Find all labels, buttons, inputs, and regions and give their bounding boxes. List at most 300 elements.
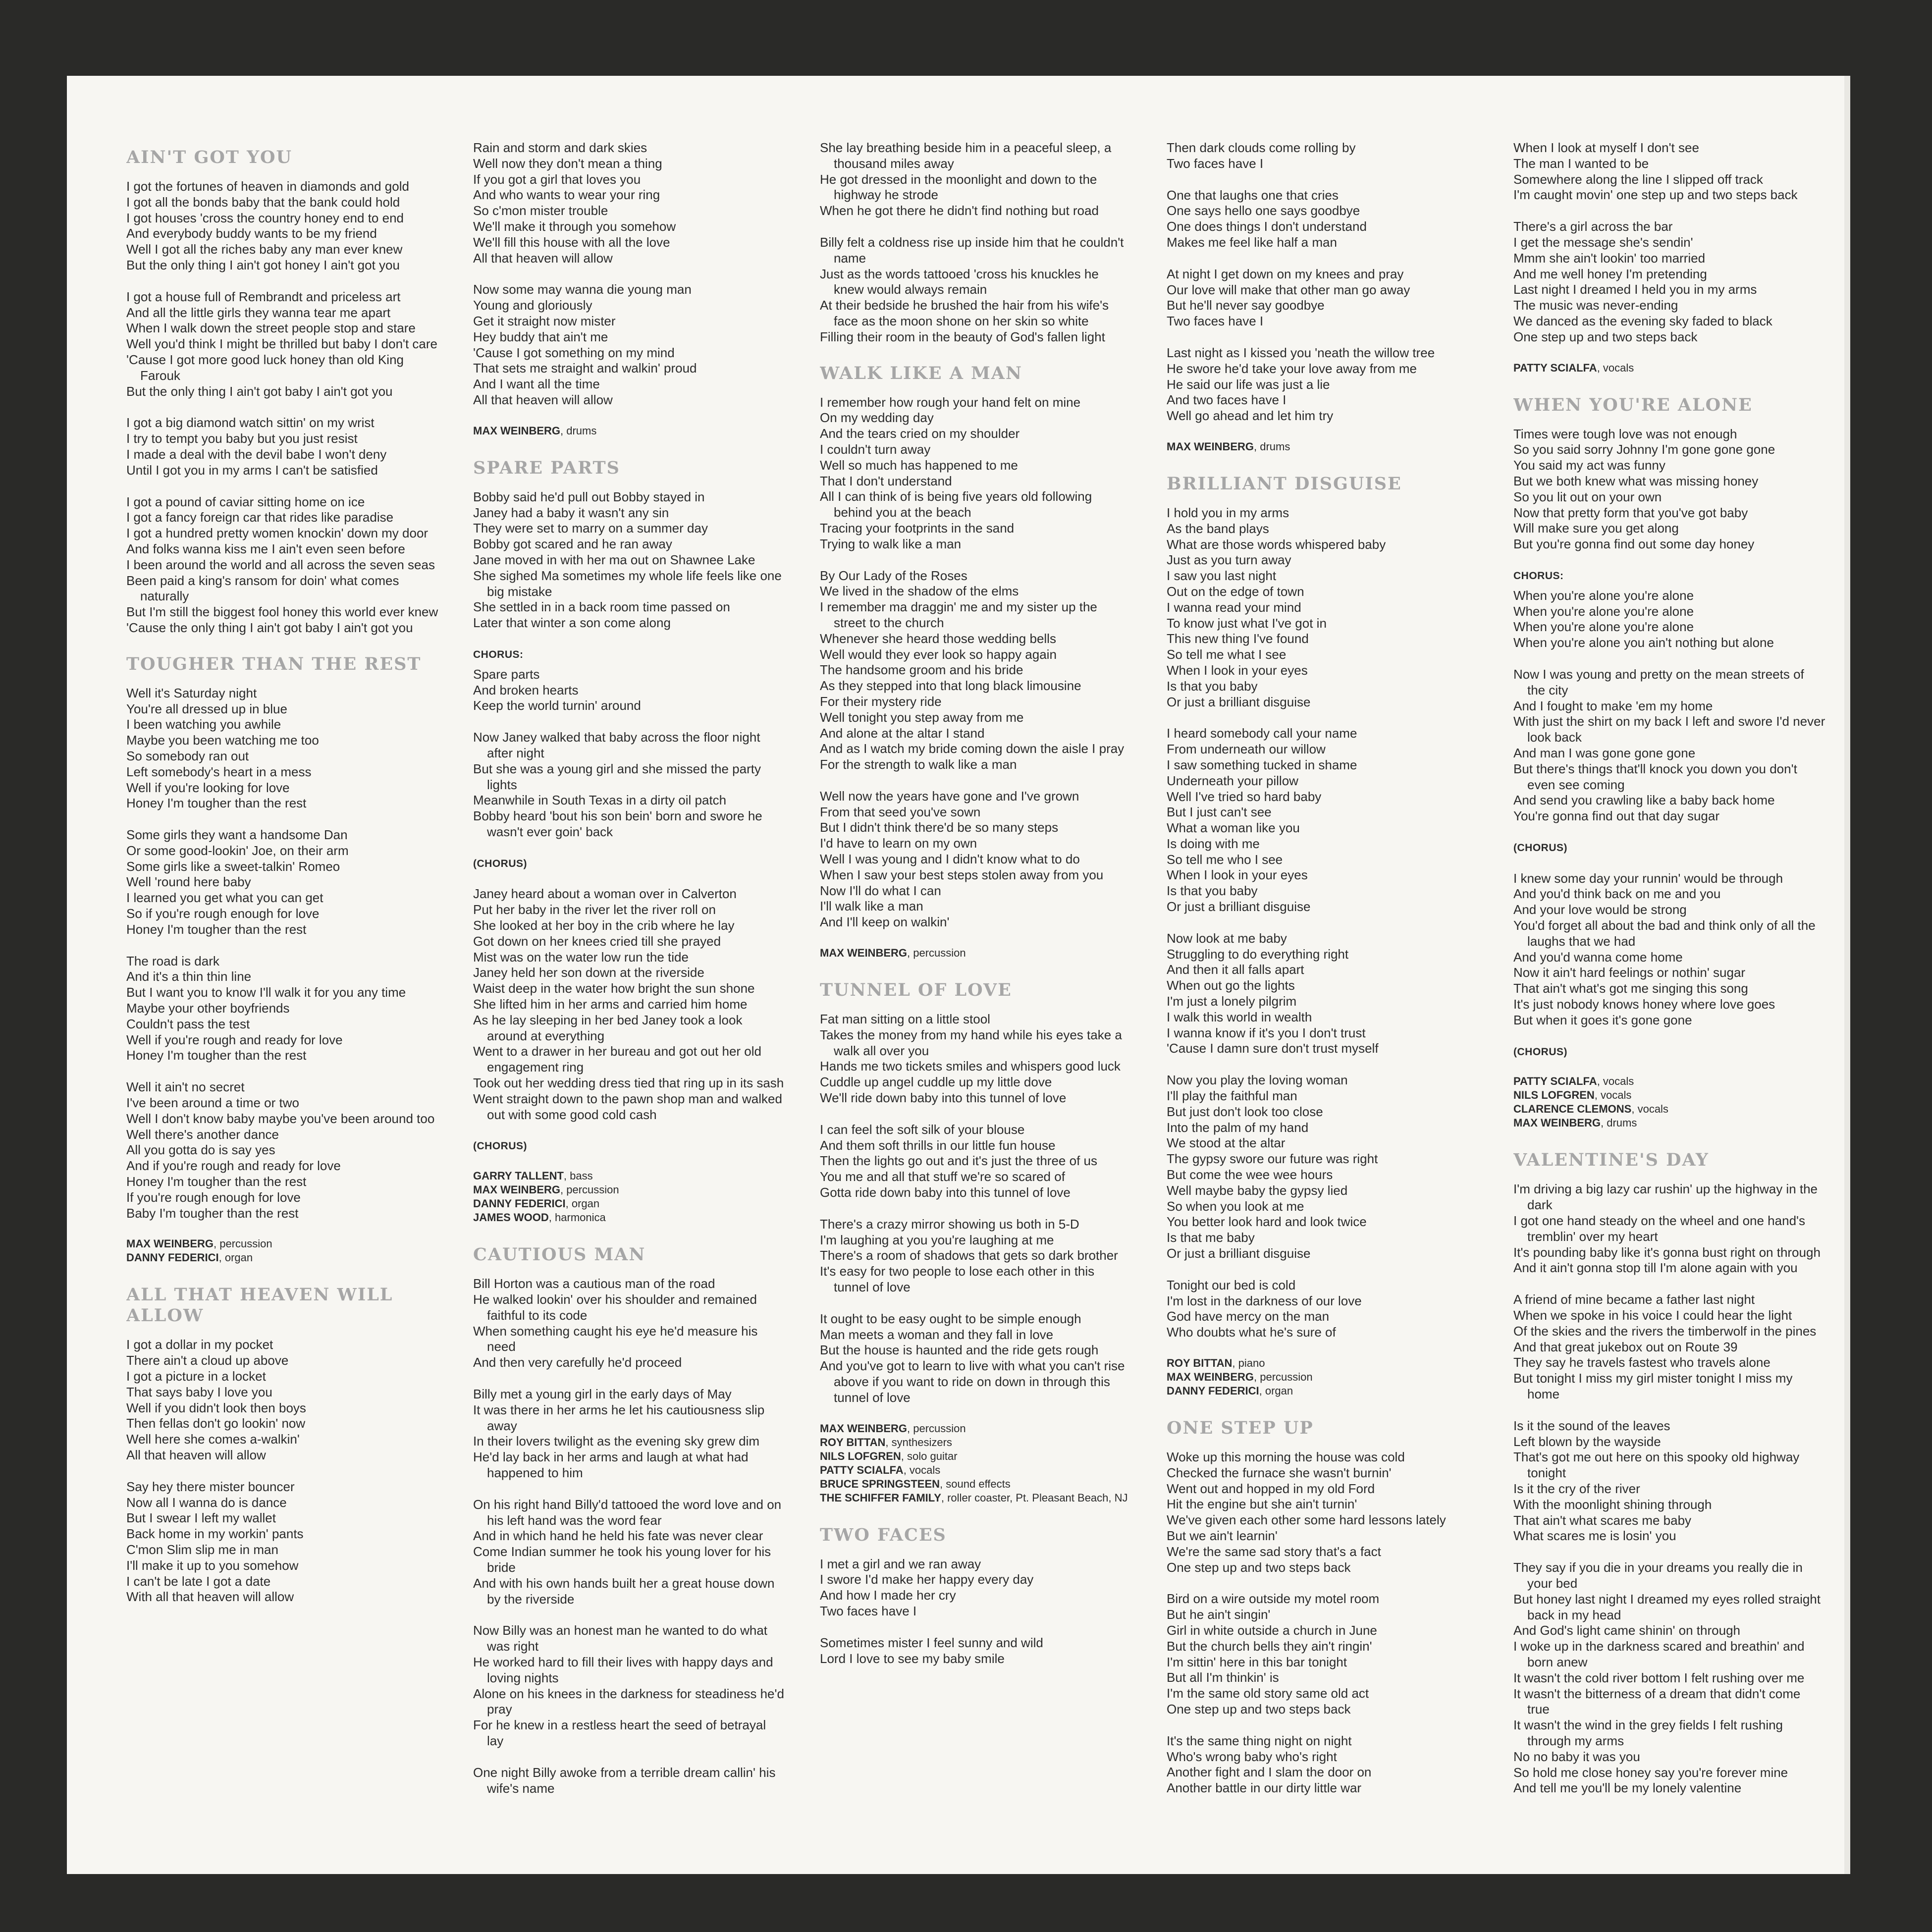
chorus-reference: (CHORUS) <box>1513 1046 1567 1058</box>
lyric-line: I got a picture in a locket <box>126 1369 266 1384</box>
lyric-line: Or some good-lookin' Joe, on their arm <box>126 843 349 858</box>
lyric-line: And them soft thrills in our little fun house <box>820 1137 1056 1153</box>
lyric-line: Well I was young and I didn't know what to do <box>820 852 1080 867</box>
lyric-column <box>473 140 785 1864</box>
lyric-line: I'll play the faithful man <box>1167 1088 1297 1104</box>
lyric-line: You're all dressed up in blue <box>126 701 287 716</box>
credit-row <box>473 1211 785 1225</box>
credit-role: drums <box>1607 1117 1637 1129</box>
lyric-line: You'd forget all about the bad and think only of all the laughs that we had <box>1513 918 1816 949</box>
credits-block <box>1513 1074 1825 1130</box>
lyric-line: I got a pound of caviar sitting home on ice <box>126 494 365 509</box>
lyric-line: 'Cause I got something on my mind <box>473 345 675 360</box>
lyric-line: Went out and hopped in my old Ford <box>1167 1481 1375 1496</box>
lyric-line: It's pounding baby like it's gonna bust right on through <box>1513 1244 1821 1260</box>
lyric-line: That sets me straight and walkin' proud <box>473 361 697 376</box>
lyric-line: I can't be late I got a date <box>126 1573 271 1589</box>
lyric-line: Maybe your other boyfriends <box>126 1001 290 1016</box>
lyric-line: Later that winter a son come along <box>473 615 671 631</box>
credit-role: roller coaster, Pt. Pleasant Beach, NJ <box>947 1491 1128 1504</box>
lyric-line: Woke up this morning the house was cold <box>1167 1449 1405 1464</box>
credit-separator: , <box>548 1211 555 1224</box>
lyric-line: He got dressed in the moonlight and down to the highway he strode <box>820 171 1097 203</box>
lyric-line: There's a crazy mirror showing us both in 5-D <box>820 1216 1079 1232</box>
credits-block <box>1167 440 1479 454</box>
stanza <box>1513 871 1825 1028</box>
lyric-line: And that great jukebox out on Route 39 <box>1513 1339 1738 1354</box>
lyric-line: She lifted him in her arms and carried him home <box>473 997 748 1012</box>
credits-block <box>820 946 1132 960</box>
credit-row <box>820 1477 1132 1491</box>
lyric-line: Times were tough love was not enough <box>1513 426 1737 441</box>
lyric-line: And man I was gone gone gone <box>1513 745 1696 760</box>
lyric-line: I walk this world in wealth <box>1167 1009 1312 1024</box>
credit-separator: , <box>560 1183 567 1196</box>
credit-name: GARRY TALLENT <box>473 1170 564 1182</box>
lyric-line: And you'd think back on me and you <box>1513 886 1721 902</box>
lyric-line: On my wedding day <box>820 410 934 426</box>
stanza <box>820 1556 1132 1619</box>
lyric-line: That I don't understand <box>820 473 952 488</box>
lyric-line: And all the little girls they wanna tear me apart <box>126 305 391 320</box>
lyric-line: And as I watch my bride coming down the aisle I pray <box>820 741 1125 756</box>
credit-name: DANNY FEDERICI <box>1167 1385 1259 1397</box>
lyric-line: Out on the edge of town <box>1167 584 1304 599</box>
lyric-columns <box>126 140 1840 1864</box>
lyric-line: Now look at me baby <box>1167 930 1287 946</box>
lyric-line: Well if you're looking for love <box>126 780 290 795</box>
stanza <box>473 1497 785 1608</box>
lyric-line: And it's a thin thin line <box>126 969 252 984</box>
credit-role: harmonica <box>555 1211 606 1224</box>
lyric-line: I got the fortunes of heaven in diamonds and gold <box>126 179 409 194</box>
credit-role: organ <box>571 1197 600 1210</box>
credit-separator: , <box>1601 1117 1607 1129</box>
lyric-line: And if you're rough and ready for love <box>126 1158 341 1174</box>
lyric-line: Well I've tried so hard baby <box>1167 789 1322 804</box>
stanza <box>1167 1591 1479 1717</box>
lyric-line: It wasn't the cold river bottom I felt rushing over me <box>1513 1670 1805 1685</box>
credit-role: vocals <box>909 1463 941 1476</box>
lyric-line: Last night I dreamed I held you in my arms <box>1513 282 1757 297</box>
stanza <box>126 954 438 1064</box>
lyric-line: And tell me you'll be my lonely valentine <box>1513 1780 1742 1796</box>
song-block <box>820 980 1132 1505</box>
song-block <box>820 363 1132 961</box>
lyric-line: I'm caught movin' one step up and two steps back <box>1513 187 1798 203</box>
lyric-line: She lay breathing beside him in a peaceful sleep, a thousand miles away <box>820 140 1112 171</box>
stanza <box>1513 568 1825 651</box>
lyric-line: Whenever she heard those wedding bells <box>820 631 1056 646</box>
lyric-line: When you're alone you're alone <box>1513 603 1694 619</box>
credit-row <box>473 424 785 438</box>
lyric-line: You said my act was funny <box>1513 458 1665 473</box>
lyric-line: Come Indian summer he took his young lover for his bride <box>473 1544 771 1575</box>
credit-separator: , <box>903 1463 910 1476</box>
credit-separator: , <box>1631 1103 1638 1116</box>
credit-role: vocals <box>1601 1089 1632 1102</box>
credit-name: NILS LOFGREN <box>1513 1089 1595 1102</box>
credit-separator: , <box>1259 1385 1265 1397</box>
lyric-line: We're the same sad story that's a fact <box>1167 1544 1381 1559</box>
lyric-line: They say he travels fastest who travels alone <box>1513 1355 1771 1370</box>
lyric-line: When he got there he didn't find nothing but road <box>820 203 1099 218</box>
stanza <box>473 1276 785 1371</box>
stanza <box>126 1479 438 1605</box>
lyric-line: Takes the money from my hand while his eyes take a walk all over you <box>820 1027 1122 1058</box>
lyric-line: Checked the furnace she wasn't burnin' <box>1167 1465 1392 1480</box>
lyric-line: Well now the years have gone and I've grown <box>820 788 1079 804</box>
stanza <box>1167 1073 1479 1262</box>
credit-name: MAX WEINBERG <box>1167 1371 1254 1383</box>
song-title: VALENTINE'S DAY <box>1513 1150 1709 1171</box>
lyric-line: So somebody ran out <box>126 748 249 763</box>
lyric-line: I wanna read your mind <box>1167 599 1301 615</box>
stanza <box>473 282 785 408</box>
lyric-line: It wasn't the wind in the grey fields I felt rushing through my arms <box>1513 1717 1783 1748</box>
chorus-label: CHORUS: <box>473 648 524 660</box>
stanza <box>1513 1418 1825 1544</box>
lyric-line: Janey heard about a woman over in Calverton <box>473 886 737 902</box>
credit-row <box>820 1449 1132 1463</box>
lyric-line: Meanwhile in South Texas in a dirty oil patch <box>473 793 727 808</box>
lyric-line: By Our Lady of the Roses <box>820 568 967 583</box>
lyric-line: Or just a brilliant disguise <box>1167 899 1311 914</box>
lyric-line: She sighed Ma sometimes my whole life feels like one big mistake <box>473 568 782 599</box>
lyric-line: There's a girl across the bar <box>1513 219 1673 234</box>
song-title: TUNNEL OF LOVE <box>820 980 1012 1001</box>
lyric-line: But he ain't singin' <box>1167 1607 1271 1622</box>
lyric-line: Got down on her knees cried till she prayed <box>473 933 721 949</box>
lyric-line: But I swear I left my wallet <box>126 1510 276 1526</box>
lyric-line: In their lovers twilight as the evening sky grew dim <box>473 1434 760 1449</box>
song-title: TOUGHER THAN THE REST <box>126 653 422 674</box>
lyric-line: Somewhere along the line I slipped off track <box>1513 171 1763 187</box>
lyric-line: Maybe you been watching me too <box>126 733 319 748</box>
lyric-line: Now you play the loving woman <box>1167 1073 1348 1088</box>
stanza <box>1513 1181 1825 1276</box>
lyric-line: I'd have to learn on my own <box>820 836 977 851</box>
credit-row <box>1513 1116 1825 1130</box>
stanza <box>473 1765 785 1797</box>
lyric-line: When you're alone you ain't nothing but alone <box>1513 635 1774 650</box>
lyric-line: No no baby it was you <box>1513 1749 1640 1764</box>
lyric-line: When I saw your best steps stolen away from you <box>820 867 1104 882</box>
lyric-line: Honey I'm tougher than the rest <box>126 1048 307 1063</box>
lyric-line: Well it's Saturday night <box>126 685 257 700</box>
lyric-line: 'Cause I got more good luck honey than old King Farouk <box>126 352 404 383</box>
lyric-line: What a woman like you <box>1167 820 1300 836</box>
stanza <box>473 140 785 266</box>
credit-row <box>1167 1370 1479 1384</box>
lyric-line: I got one hand steady on the wheel and one hand's tremblin' over my heart <box>1513 1213 1805 1244</box>
lyric-column <box>126 140 438 1864</box>
lyric-line: Just as the words tattooed 'cross his knuckles he knew would always remain <box>820 266 1099 297</box>
lyric-line: One step up and two steps back <box>1167 1701 1351 1717</box>
lyric-line: All that heaven will allow <box>473 392 613 407</box>
lyric-line: But I'm still the biggest fool honey this world ever knew <box>126 604 438 620</box>
lyric-line: Hey buddy that ain't me <box>473 329 608 344</box>
credit-row <box>473 1197 785 1211</box>
lyric-line: But you're gonna find out some day honey <box>1513 537 1755 552</box>
lyric-line: And God's light came shinin' on through <box>1513 1623 1740 1638</box>
lyric-line: We'll ride down baby into this tunnel of love <box>820 1090 1067 1106</box>
lyric-line: He walked lookin' over his shoulder and remained faithful to its code <box>473 1292 757 1323</box>
credit-name: THE SCHIFFER FAMILY <box>820 1491 941 1504</box>
lyric-line: Well if you didn't look then boys <box>126 1400 306 1415</box>
lyric-line: Some girls like a sweet-talkin' Romeo <box>126 859 340 874</box>
lyric-line: All you gotta do is say yes <box>126 1142 275 1158</box>
lyric-line: A friend of mine became a father last night <box>1513 1292 1755 1307</box>
credit-row <box>473 1183 785 1197</box>
lyric-line: Tracing your footprints in the sand <box>820 520 1015 536</box>
lyric-line: Hit the engine but she ain't turnin' <box>1167 1497 1357 1512</box>
credit-row <box>1513 1102 1825 1116</box>
credit-separator: , <box>907 947 913 960</box>
lyric-line: It was there in her arms he let his cautiousness slip away <box>473 1402 765 1433</box>
lyric-line: Now it ain't hard feelings or nothin' sugar <box>1513 965 1746 980</box>
lyric-line: For their mystery ride <box>820 694 942 709</box>
song-title: ONE STEP UP <box>1167 1418 1314 1438</box>
lyric-line: I got a house full of Rembrandt and priceless art <box>126 289 401 304</box>
credit-name: MAX WEINBERG <box>126 1237 214 1250</box>
credit-row <box>126 1237 438 1251</box>
lyric-line: But the only thing I ain't got honey I ain't got you <box>126 257 400 272</box>
chorus-label: CHORUS: <box>1513 570 1564 582</box>
lyric-line: There's a room of shadows that gets so dark brother <box>820 1248 1118 1263</box>
lyric-line: So if you're rough enough for love <box>126 906 320 921</box>
stanza <box>126 827 438 938</box>
lyric-line: She looked at her boy in the crib where he lay <box>473 918 735 933</box>
lyric-line: But I just can't see <box>1167 805 1272 820</box>
lyric-line: If you got a girl that loves you <box>473 171 641 187</box>
lyric-line: And then very carefully he'd proceed <box>473 1355 682 1370</box>
lyric-line: But there's things that'll knock you down you don't even see coming <box>1513 761 1797 792</box>
song-block <box>820 1525 1132 1667</box>
lyric-line: If you're rough enough for love <box>126 1189 301 1205</box>
credit-separator: , <box>1594 1089 1601 1102</box>
chorus-reference: (CHORUS) <box>473 1140 527 1152</box>
lyric-line: I saw something tucked in shame <box>1167 757 1357 772</box>
lyric-line: When I look in your eyes <box>1167 662 1308 678</box>
lyric-line: But he'll never say goodbye <box>1167 298 1325 313</box>
lyric-line: We stood at the altar <box>1167 1135 1286 1151</box>
lyric-line: And in which hand he held his fate was never clear <box>473 1528 763 1544</box>
lyric-line: For he knew in a restless heart the seed of betrayal lay <box>473 1717 766 1748</box>
lyric-line: To know just what I've got in <box>1167 615 1327 631</box>
credit-separator: , <box>1597 361 1603 374</box>
lyric-line: I swore I'd make her happy every day <box>820 1572 1034 1587</box>
lyric-line: Is it the cry of the river <box>1513 1481 1640 1496</box>
lyric-line: I got a fancy foreign car that rides like paradise <box>126 510 394 525</box>
lyric-line: Now some may wanna die young man <box>473 282 692 297</box>
lyric-line: Janey held her son down at the riverside <box>473 965 704 980</box>
song-title: TWO FACES <box>820 1524 947 1545</box>
stanza <box>126 494 438 636</box>
credit-separator: , <box>563 1170 570 1182</box>
lyric-line: Went to a drawer in her bureau and got out her old engagement ring <box>473 1044 762 1075</box>
lyric-line: 'Cause the only thing I ain't got baby I ain't got you <box>126 620 413 635</box>
lyric-line: Mmm she ain't lookin' too married <box>1513 250 1706 266</box>
song-block <box>473 1244 785 1796</box>
credit-name: DANNY FEDERICI <box>473 1197 566 1210</box>
lyric-column <box>820 140 1132 1864</box>
lyric-line: Bill Horton was a cautious man of the road <box>473 1276 715 1291</box>
lyric-line: Baby I'm tougher than the rest <box>126 1205 299 1221</box>
credit-role: vocals <box>1603 361 1634 374</box>
lyric-line: Billy felt a coldness rise up inside him that he couldn't name <box>820 234 1124 266</box>
stanza <box>473 1623 785 1749</box>
lyric-line: I'm laughing at you you're laughing at me <box>820 1232 1054 1247</box>
credit-name: ROY BITTAN <box>820 1436 886 1449</box>
lyric-line: I been around the world and all across the seven seas <box>126 557 435 572</box>
credit-role: drums <box>1260 440 1290 453</box>
credits-block <box>820 1422 1132 1505</box>
lyric-line: And I want all the time <box>473 376 600 392</box>
lyric-line: I'm just a lonely pilgrim <box>1167 994 1297 1009</box>
lyric-line: I'll walk like a man <box>820 899 923 914</box>
stanza <box>1513 1560 1825 1796</box>
lyric-line: Bobby said he'd pull out Bobby stayed in <box>473 489 705 504</box>
credit-name: CLARENCE CLEMONS <box>1513 1103 1632 1116</box>
lyric-line: Now I was young and pretty on the mean streets of the city <box>1513 666 1804 698</box>
credit-name: MAX WEINBERG <box>1167 440 1254 453</box>
lyric-line: The handsome groom and his bride <box>820 662 1023 678</box>
stanza <box>820 1635 1132 1667</box>
lyric-line: Two faces have I <box>1167 314 1264 329</box>
stanza <box>1167 931 1479 1057</box>
lyric-line: Well you'd think I might be thrilled but baby I don't care <box>126 336 438 352</box>
stanza <box>1167 140 1479 172</box>
lyric-column <box>1167 140 1479 1864</box>
stanza <box>820 395 1132 552</box>
lyric-line: Now that pretty form that you've got baby <box>1513 505 1748 520</box>
stanza <box>1513 140 1825 203</box>
lyric-line: That says baby I love you <box>126 1384 272 1399</box>
lyric-line: It's easy for two people to lose each other in this tunnel of love <box>820 1264 1095 1295</box>
lyric-line: It ought to be easy ought to be simple enough <box>820 1311 1081 1326</box>
lyric-line: She settled in in a back room time passed on <box>473 599 730 615</box>
lyric-line: And who wants to wear your ring <box>473 187 660 203</box>
lyric-line: And two faces have I <box>1167 392 1287 408</box>
lyric-line: I woke up in the darkness scared and breathin' and born anew <box>1513 1639 1805 1669</box>
song-block <box>1167 1418 1479 1796</box>
credit-separator: , <box>885 1436 892 1449</box>
lyric-line: Well 'round here baby <box>126 874 251 890</box>
lyric-line: I heard somebody call your name <box>1167 726 1357 741</box>
stanza <box>820 140 1132 219</box>
credit-separator: , <box>560 424 567 437</box>
lyric-line: I couldn't turn away <box>820 441 931 457</box>
stanza <box>126 179 438 273</box>
credit-role: vocals <box>1637 1103 1668 1116</box>
lyric-line: And then it all falls apart <box>1167 962 1304 977</box>
lyric-line: But she was a young girl and she missed the party lights <box>473 761 761 792</box>
lyric-line: The music was never-ending <box>1513 298 1678 313</box>
song-block <box>1513 140 1825 375</box>
lyric-line: I made a deal with the devil babe I won't deny <box>126 446 387 462</box>
lyric-line: But we ain't learnin' <box>1167 1528 1278 1543</box>
lyric-line: Will make sure you get along <box>1513 521 1679 536</box>
lyric-line: One step up and two steps back <box>1513 329 1698 344</box>
credit-role: sound effects <box>946 1477 1011 1490</box>
lyric-line: And you've got to learn to live with what you can't rise above if you want to ride on down in through this tunnel of love <box>820 1358 1125 1405</box>
lyric-line: I'm sittin' here in this bar tonight <box>1167 1654 1347 1669</box>
lyric-line: I get the message she's sendin' <box>1513 234 1693 250</box>
lyric-line: On his right hand Billy'd tattooed the word love and on his left hand was the word fear <box>473 1497 782 1528</box>
lyric-line: Man meets a woman and they fall in love <box>820 1327 1054 1342</box>
lyric-line: Or just a brilliant disguise <box>1167 1246 1311 1261</box>
lyric-line: Well there's another dance <box>126 1127 279 1142</box>
credits-block <box>1513 361 1825 375</box>
credit-separator: , <box>1597 1075 1603 1088</box>
credit-separator: , <box>1232 1357 1238 1369</box>
lyric-line: I remember how rough your hand felt on mine <box>820 394 1081 410</box>
credit-row <box>473 1169 785 1183</box>
credit-name: PATTY SCIALFA <box>820 1463 904 1476</box>
lyric-line: Well I don't know baby maybe you've been around too <box>126 1111 435 1126</box>
chorus-reference: (CHORUS) <box>473 858 527 869</box>
stanza <box>820 568 1132 773</box>
lyric-line: Couldn't pass the test <box>126 1016 250 1031</box>
lyric-line: And you'd wanna come home <box>1513 949 1683 965</box>
lyric-line: Young and gloriously <box>473 298 592 313</box>
stanza <box>1167 1733 1479 1796</box>
lyric-line: That's got me out here on this spooky old highway tonight <box>1513 1449 1800 1481</box>
credit-name: PATTY SCIALFA <box>1513 361 1597 374</box>
credit-row <box>1167 440 1479 454</box>
lyric-line: I hold you in my arms <box>1167 505 1289 520</box>
lyric-line: Of the skies and the rivers the timberwolf in the pines <box>1513 1323 1817 1339</box>
lyric-line: Hands me two tickets smiles and whispers good luck <box>820 1059 1121 1074</box>
stanza <box>1513 427 1825 552</box>
lyric-line: We've given each other some hard lessons lately <box>1167 1512 1446 1528</box>
credit-role: vocals <box>1603 1075 1634 1088</box>
lyric-line: But when it goes it's gone gone <box>1513 1012 1692 1027</box>
lyric-line: You me and all that stuff we're so scared of <box>820 1169 1065 1184</box>
song-title: AIN'T GOT YOU <box>126 147 293 167</box>
song-block <box>126 1285 438 1605</box>
stanza <box>1513 1292 1825 1402</box>
credit-name: ROY BITTAN <box>1167 1357 1233 1369</box>
lyric-line: As they stepped into that long black limousine <box>820 678 1081 694</box>
credit-row <box>820 1422 1132 1436</box>
credit-row <box>820 1436 1132 1449</box>
credit-role: bass <box>570 1170 593 1182</box>
lyric-line: Sometimes mister I feel sunny and wild <box>820 1635 1043 1650</box>
lyric-line: I got a hundred pretty women knockin' down my door <box>126 526 429 541</box>
lyric-line: Tonight our bed is cold <box>1167 1277 1296 1292</box>
lyric-line: All I can think of is being five years old following behind you at the beach <box>820 489 1092 520</box>
lyric-line: Then the lights go out and it's just the three of us <box>820 1153 1097 1169</box>
lyric-line: Who doubts what he's sure of <box>1167 1325 1336 1340</box>
credit-separator: , <box>940 1477 946 1490</box>
lyric-line: I wanna know if it's you I don't trust <box>1167 1025 1366 1040</box>
credit-role: percussion <box>1260 1371 1313 1383</box>
lyric-line: I can feel the soft silk of your blouse <box>820 1122 1025 1137</box>
credit-row <box>1167 1356 1479 1370</box>
credit-name: MAX WEINBERG <box>473 424 560 437</box>
stanza <box>1167 726 1479 915</box>
lyric-line: So tell me what I see <box>1167 647 1287 662</box>
lyric-line: I met a girl and we ran away <box>820 1556 981 1571</box>
lyric-line: But the only thing I ain't got baby I ain't got you <box>126 383 393 399</box>
lyric-line: When I walk down the street people stop and stare <box>126 321 416 336</box>
lyric-line: Keep the world turnin' around <box>473 698 641 713</box>
stanza <box>820 1217 1132 1295</box>
lyric-line: And how I made her cry <box>820 1588 956 1603</box>
credit-separator: , <box>214 1237 220 1250</box>
